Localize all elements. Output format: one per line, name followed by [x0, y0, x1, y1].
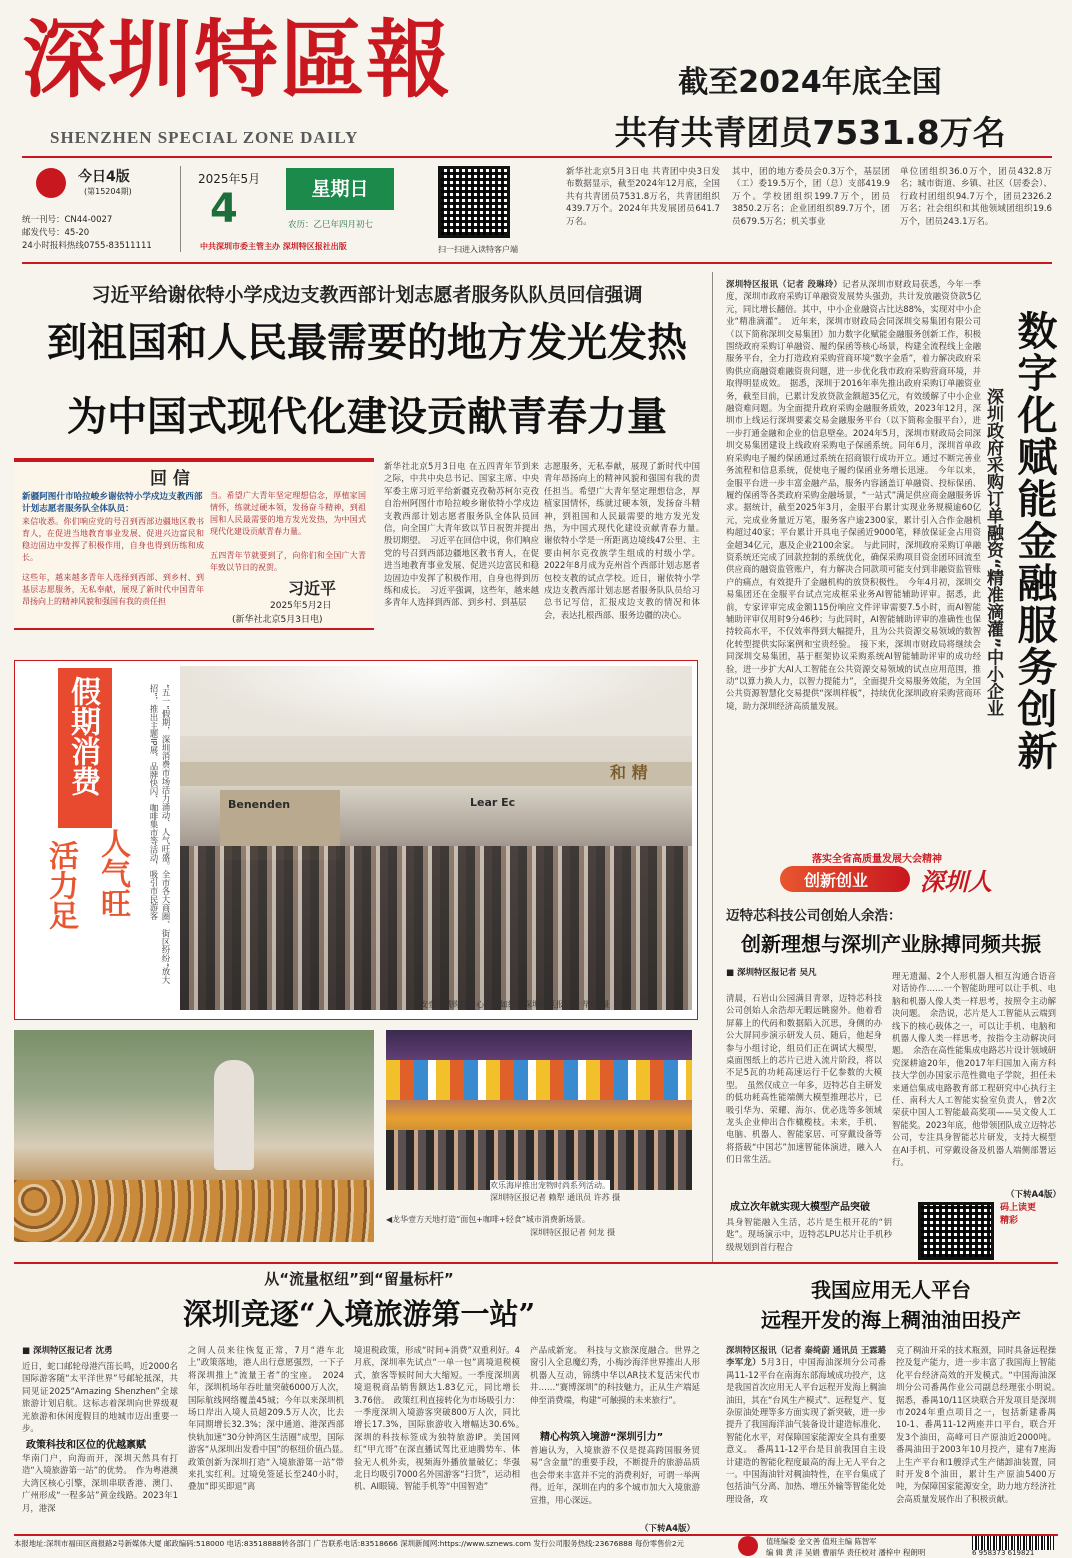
top-story-col1: 新华社北京5月3日电 共青团中央3日发布数据显示，截至2024年12月底，全国共有共青团员7531.8万名，共青团组织439.7万个。2024年共发展团员641.7万名。	[566, 167, 720, 227]
feature-title-a: 假期消费	[65, 676, 100, 796]
tourism-title: 深圳竞逐“入境旅游第一站”	[182, 1297, 536, 1331]
letter-body1: 来信收悉。你们响应党的号召到西部边疆地区教书育人，在促进当地教育事业发展、促进兴边富民和稳边固边中发挥了积极作用，自身也得到历练和成长。	[22, 517, 204, 562]
innovation-title: 创新理想与深圳产业脉搏同频共振	[741, 932, 1041, 956]
qr-label-top: 扫一扫进入读特客户端	[438, 245, 518, 254]
letter-source: (新华社北京5月3日电)	[232, 615, 323, 625]
tourism-byline-text: 深圳特区报记者 沈勇	[33, 1346, 113, 1356]
tourism-more: （下转A4版）	[640, 1524, 695, 1534]
footer-distribution: 发行公司服务热线:23676888	[533, 1539, 633, 1548]
pages-count: 今日4版	[78, 169, 130, 185]
innovation-col2: 理无遗漏、2个人形机器人相互沟通合语音对话协作……一个智能助理可以让手机、电脑和机器人像人类一样思考，按照令主动解决问题。 余浩说，芯片是人工智能从云端到线下的核心载体之一，可以让手机、电脑和机器人像人类一样思考，按指令主动解决问题。 余浩在高性能集成电路芯片设计领域研究深耕逾20年，他2017年归国加入南方科技大学创办国家示范性微电子学院，担任未来通信集成电路教育部工程研究中心执行主任、南科大人工智能实验室负责人，曾2次荣获中国人工智能最高奖项——吴文俊人工智能奖。2023年底，他带领团队成立迈特芯公司，专注具身智能芯片研发，支持大模型在AI手机、可穿戴设备及机器人端侧部署运行。	[892, 971, 1056, 1168]
footer-logo	[738, 1536, 758, 1556]
letter-recipient: 新疆阿图什市哈拉峻乡谢依特小学戍边支教西部计划志愿者服务队全体队员：	[22, 492, 203, 514]
innovation-byline-text: 深圳特区报记者 吴凡	[737, 968, 817, 978]
footer-rule	[14, 1534, 1058, 1536]
mall-crowd	[180, 846, 692, 1010]
lead-title-line2: 为中国式现代化建设贡献青春力量	[67, 393, 667, 440]
feature-title-c: 人气旺	[95, 828, 130, 918]
innovation-banner-top: 落实全省高质量发展大会精神	[812, 854, 942, 865]
barcode-number: 6 958373 619821	[972, 1549, 1035, 1557]
tourism-col1b: 华南门户，向海而开，深圳天然具有打造“入境旅游第一站”的优势。 作为粤港澳大湾区核心引擎，深圳串联香港、澳门、广州形成“一程多站”黄金线路。2023年1月，港深	[22, 1453, 178, 1513]
divider	[180, 166, 181, 252]
bottom-section-rule	[14, 1262, 1058, 1264]
innovation-kicker: 迈特芯科技公司创始人余浩：	[726, 908, 902, 924]
footer-info	[14, 1538, 734, 1549]
footer-zip: 邮政编码:518000	[163, 1539, 225, 1548]
market-awnings	[386, 1060, 692, 1100]
bakery-photo	[14, 1030, 374, 1242]
date-day: 4	[210, 186, 238, 232]
masthead-english: SHENZHEN SPECIAL ZONE DAILY	[50, 128, 359, 147]
postal-code: 邮发代号：45-20	[22, 228, 90, 238]
letter-body2: 这些年，越来越多青年人选择到西部、到乡村、到基层志愿服务，无私奉献，展现了新时代中国青年昂扬向上的精神风貌和强国有我的责任担	[22, 573, 204, 606]
feature-side-text: “五一”假期，深圳消费市场活力涌动、人气旺盛。全市各大商圈、街区纷纷“放大招”，推出主题IP展、品牌快闪、咖啡集市等活动，吸引市民游客	[149, 684, 171, 984]
oilfield-col1	[726, 1344, 886, 1534]
lead-body-col2: 志愿服务，无私奉献，展现了新时代中国青年昂扬向上的精神风貌和强国有我的责任担当。希望广大青年坚定理想信念，厚植家国情怀，练就过硬本领，发扬奋斗精神，到祖国和人民最需要的地方发光发热，为中国式现代化建设贡献青春力量。 谢依特小学是一所距离边境线47公里、主要由柯尔克孜族学生组成的村级小学。2022年8月成为克州首个西部计划志愿者包校支教的试点学校。近日，谢依特小学戍边支教西部计划志愿者服务队队员给习总书记写信，汇报戍边支教的情况和体会，表达扎根西部、服务边疆的决心。	[544, 461, 709, 620]
bakery-bread	[14, 1180, 374, 1242]
oilfield-title-line2: 远程开发的海上稠油油田投产	[761, 1308, 1021, 1332]
masthead-bottom-rule	[22, 262, 1052, 264]
oilfield-body1: 5月3日，中国海油深圳分公司番禺11-12平台在南海东部海域成功投产，这是我国首次应用无人平台远程开发海上稠油油田，其在“台风生产模式”、远程复产、复杂原油处理等多方面实现了新突破，进一步提升了我国海洋油气装备设计建造标准化、智能化水平，对保障国家能源安全具有重要意义。 番禺11-12平台是目前我国自主设计建造的智能化程度最高的海上无人平台之一。中国海油针对稠油特性，在平台集成了包括油气分离、加热、增压外输等智能化处理设备，攻	[726, 1357, 887, 1504]
letter-body4: 五四青年节就要到了，向你们和全国广大青年致以节日的祝贺。	[210, 551, 366, 572]
masthead	[22, 10, 542, 130]
issue-number: (第15204期)	[84, 187, 132, 196]
footer-web[interactable]: 深圳新闻网:https://www.sznews.com	[400, 1539, 531, 1548]
footer-ads: 广告联系电话:83518666	[313, 1539, 398, 1548]
oilfield-col2: 克了稠油开采的技术瓶颈，同时具备远程操控及复产能力，进一步丰富了我国海上智能化平台经济高效的开发模式。“中国海油深圳分公司番禺作业公司副总经理张小明说。 据悉，番禺10/11区块联合开发项目是深圳市2024年重点项目之一，包括新建番禺10-1、番禺11-12两座井口平台，联合开发3个油田，高峰可日产原油近2000吨。番禺油田于2003年10月投产，建有7座海上生产平台和1艘浮式生产储卸油装置，同时开发8个油田，累计生产原油5400万吨，为保障国家能源安全，助力地方经济社会高质量发展作出了积极贡献。	[896, 1345, 1065, 1504]
footer-editors2: 编 辑 黄 洋 吴娟 曹丽华 责任校对 潘梓中 程朗明	[766, 1548, 926, 1557]
footer-address: 本报地址:深圳市福田区商报路2号新媒体大厦	[14, 1539, 162, 1548]
digital-subtitle: 深圳政府采购订单融资“精准滴灌”中小企业	[983, 388, 1003, 717]
digital-byline: 深圳特区报讯（记者 段琳玲）	[726, 279, 843, 289]
column-divider	[712, 272, 713, 1262]
feature-caption-2b: 深圳特区报记者 赖犁 通讯员 许苏 摄	[490, 1193, 621, 1202]
innovation-banner-main: 创新创业	[804, 871, 869, 890]
footer-editors: 值班编委 金文善 值班主编 陈智军	[766, 1537, 877, 1546]
paper-logo	[36, 168, 66, 198]
qr-code-innovation[interactable]	[918, 1202, 994, 1260]
tourism-col2: 之间人员来往恢复正常，7月“港车北上”政策落地，港人出行意愿强烈，一下子将深圳推上“流量王者”的宝座。 2024年，深圳机场年吞吐量突破6000万人次，国际航线网络覆盖45城；今年以来深圳机场口岸出入境人员超209.5万人次，比去年同期增长32.3%；深中通道、港深西部快轨加速“30分钟湾区生活圈”成型，国际游客“从深圳出发看中国”的枢纽价值凸显。 政策创新为深圳打造“入境旅游第一站”带来扎实红利。过境免签延长至240小时，叠加“即买即退”离	[188, 1345, 353, 1492]
letter-heading: 回 信	[150, 469, 190, 489]
innovation-more: （下转A4版）	[1006, 1190, 1061, 1200]
sponsor: 中共深圳市委主管主办 深圳特区报社出版	[200, 242, 347, 251]
tourism-byline: ■ 深圳特区报记者 沈勇	[22, 1346, 113, 1356]
oilfield-title-line1: 我国应用无人平台	[811, 1278, 971, 1302]
top-headline-line2: 共有共青团员7531.8万名	[614, 113, 1006, 152]
innovation-col3: 具身智能融入生活，芯片是生根开花的“钥匙”。现场演示中，迈特芯LPU芯片让手机秒级规划到首行程合	[726, 1217, 892, 1252]
tourism-col1: 近日，蛇口邮轮母港汽笛长鸣，近2000名国际游客随“太平洋世界”号邮轮抵深，共同见证2025“Amazing Shenzhen”全球旅游计划启航。这标志着深圳向世界级观光旅游和休闲度假目的地城市迈出重要一步。	[22, 1361, 178, 1434]
innovation-byline: ■ 深圳特区报记者 吴凡	[726, 968, 817, 978]
hotline: 24小时报料热线0755-83511111	[22, 241, 152, 251]
feature-caption-3: ◀龙华壹方天地打造“面包+咖啡+轻食”城市消费新场景。	[386, 1215, 590, 1224]
tourism-kicker: 从“流量枢纽”到“留量标杆”	[264, 1270, 454, 1288]
store-sign-3: 和 精	[610, 763, 648, 782]
barcode	[972, 1536, 1054, 1550]
footer-phone: 电话:83518888转各部门	[226, 1539, 312, 1548]
mall-photo	[180, 666, 692, 1010]
lead-kicker: 习近平给谢依特小学戍边支教西部计划志愿者服务队队员回信强调	[91, 284, 643, 306]
date-year-month: 2025年5月	[198, 172, 261, 186]
feature-caption-3b: 深圳特区报记者 何龙 摄	[530, 1228, 616, 1237]
letter-date: 2025年5月2日	[270, 601, 332, 611]
digital-body: 记者从深圳市财政局获悉，今年一季度，深圳市政府采购订单融资发展势头强劲，共计发放融资贷款5亿元，同比增长翻倍。其中，中小企业融资占比达88%，实现对中小企业“精准滴灌”。 近年来，深圳市财政局会同深圳交易集团有限公司（以下简称深圳交易集团）加力数字化赋能金融服务创新工作，积极围绕政府采购订单融资、履约保函等核心场景，构建全流程线上金融服务平台，全力打造政府采购营商环境“数字金盾”，着力解决政府采购供应商融资难融资贵问题，进一步优化我市政府采购营商环境，并取得明显成效。 据悉，深圳于2016年率先推出政府采购订单融资业务，截至目前，已累计发放贷款金额超35亿元，有效缓解了中小企业融资难问题。为全面提升政府采购金融服务质效，2023年12月，深圳市上线运行深圳要素交易金融服务平台（以下简称金服平台），进一步打通金融和企业的信息壁垒。2024年5月，深圳市财政局会同深圳交易集团建设上线政府采购电子保函系统。同年6月，深圳首单政府采购电子履约保函通过系统在招商银行成功开立。通过不断完善业务流程和信息系统，促使电子履约保函业务增长迅速。 今年以来，金服平台进一步丰富金融产品，服务内容涵盖订单融资、投标保函、履约保函等各类政府采购金融场景，“一站式”满足供应商金融服务诉求。据统计，截至2025年3月，金服平台累计实现业务规模逾60亿元，完成业务量近万笔，服务客户逾2300家，累计引入合作金融机构超过40家；平台累计开具电子保函近9000笔，释放保证金占用资金超34亿元，惠及企业2100余家。 与此同时，深圳政府采购订单融资系统还完成了回款控制的系统优化，确保采购项目资金团环回流至供应商的融资监管账户，有力解决合同款项可能支付到非融资监管账户的痛点，有效提升了金融机构的放贷积极性。 今年4月初，深圳交易集团还在金服平台试点完成框采业务AI智能辅助评审。据悉，此前，专家评审完成金额115份响应文件评审需要7.5小时，而AI智能辅助评审仅用时9分46秒；与此同时，AI智能辅助评审的准确性也保持较高水平，不仅效率得到大幅提升，且为公共资源交易领域的数智化转型提供实际案例和宝贵经验。 接下来，深圳市财政局将继续会同深圳交易集团，基于框架协议采购系统AI智能辅助评审的成功经验，进一步扩大AI人工智能在公共资源交易领域的试点应用范围，推动“以算力换人力，以智力提能力”，全面提升交易服务效能，为全国公共资源智慧化交易提供“深圳样板”，持续优化深圳政府采购营商环境，助力深圳经济高质量发展。	[726, 279, 981, 711]
bakery-person	[214, 1060, 254, 1170]
tourism-col4b: 普遍认为，入境旅游不仅是提高跨国服务贸易“含金量”的重要手段，不断提升的旅游品质也会带来丰富并不完的消费利好，可谓一举两得。近年，深圳在内的多个城市加大入境旅游宣推，用心深远。	[530, 1445, 700, 1505]
tourism-col3: 境退税政策，形成“时间+消费”双重利好。4月底，深圳率先试点“一单一包”离境退税模式，旅客等候时间大大缩短。一季度深圳离境退税商品销售额达1.83亿元，同比增长3.76倍。 政策红利直接转化为市场吸引力：一季度深圳入境游客突破800万人次，同比增长17.3%，国际旅游收入增幅达30.6%。 深圳的科技标签成为独特旅游IP。美国网红“甲亢哥”在深直播试驾比亚迪腾势车、体验无人机外卖，视频海外播放量破亿；华强北日均吸引7000名外国游客“扫货”，运动相机、AI眼镜、智能手机等“中国智造”	[354, 1345, 529, 1492]
qr-code-top[interactable]	[438, 166, 510, 238]
mall-ceiling	[180, 666, 692, 736]
lead-title-line1: 到祖国和人民最需要的地方发光发热	[47, 319, 687, 366]
store-sign-2: Lear Ec	[470, 796, 516, 809]
footer-price: 每份零售价2元	[634, 1539, 684, 1548]
digital-title: 数字化赋能金融服务创新	[1011, 310, 1058, 772]
innovation-subhead: 成立次年就实现大模型产品突破	[730, 1202, 870, 1213]
qr-label-innovation: 码上读更精彩	[1000, 1203, 1037, 1226]
lunar-date: 农历：乙巳年四月初七	[288, 220, 374, 230]
letter-signature: 习近平	[288, 579, 337, 598]
feature-caption-1: 宝安壹方城购物中心人流如织。深圳特区报记者 毕晗 摄	[412, 1000, 610, 1009]
feature-title-b: 活力足	[43, 840, 78, 930]
top-story-col2: 其中，团的地方委员会0.3万个，基层团（工）委19.5万个，团（总）支部419.9万个。学校团组织199.7万个，团员3850.2万名；企业团组织89.7万个，团员679.5万名；机关事业	[732, 167, 890, 227]
top-story-col3: 单位团组织36.0万个，团员432.8万名；城市街道、乡镇、社区（居委会）、行政村团组织94.7万个，团员2326.2万名；社会组织和其他领域团组织19.6万个，团员243.1万名。	[900, 167, 1052, 227]
store-sign-1: Benenden	[228, 798, 291, 811]
market-photo	[386, 1030, 692, 1190]
innovation-col1: 清晨，石岩山公园满目青翠，迈特芯科技公司创始人余浩却无暇远眺窗外。他着看屏幕上的代码和数据陷入沉思，身侧的办公大屏同步演示研发人员、随后，他起身参与小组讨论，组员们正在调试大模型，桌面图纸上的芯片已进入流片阶段，将以不足5瓦的功耗高速运行千亿参数的大模型。 虽然仅成立一年多，迈特芯自主研发的低功耗高性能端侧大模型推理芯片，已吸引华为、荣耀、海尔、优必选等多领域龙头企业伸出合作橄榄枝。未来，手机、电脑、机器人、智能家居、可穿戴设备等将搭载“中国芯”加速智能体演进，融入人们日常生活。	[726, 993, 882, 1165]
feature-caption-2: 欢乐海岸推出宠物时尚系列活动。	[490, 1181, 610, 1190]
weekday-badge: 星期日	[286, 168, 394, 210]
tourism-subhead1: 政策科技和区位的优越禀赋	[26, 1440, 146, 1451]
masthead-title: 深圳特區報	[22, 10, 453, 109]
tourism-col4: 产品成新宠。 科技与文旅深度融合。世界之窗引入全息魔幻秀，小梅沙海洋世界推出人形机器人互动，锦绣中华以AR技术复活宋代市井……“赛博深圳”的科技魅力，正从生产端延伸至消费端，构建“可触摸的未来旅行”。	[530, 1345, 700, 1405]
lead-body-col1: 新华社北京5月3日电 在五四青年节到来之际，中共中央总书记、国家主席、中央军委主席习近平给新疆克孜勒苏柯尔克孜自治州阿图什市哈拉峻乡谢依特小学戍边支教西部计划志愿者服务队全体队员回信，向全国广大青年致以节日祝贺并提出殷切期望。 习近平在回信中说，你们响应党的号召到西部边疆地区教书育人，在促进当地教育事业发展、促进兴边富民和稳边固边中发挥了积极作用，自身也得到历练和成长。 习近平强调，这些年，越来越多青年人选择到西部、到乡村、到基层	[384, 461, 539, 608]
innovation-banner-script: 深圳人	[920, 867, 992, 896]
letter-body3: 当。希望广大青年坚定理想信念，厚植家国情怀，练就过硬本领，发扬奋斗精神，到祖国和人民最需要的地方发光发热，为中国式现代化建设贡献青春力量。	[210, 491, 366, 536]
top-rule	[22, 156, 1052, 158]
digital-byline-body	[726, 278, 981, 818]
cn-code: 统一刊号：CN44-0027	[22, 215, 113, 225]
tourism-subhead2: 精心构筑入境游“深圳引力”	[540, 1432, 664, 1443]
top-headline-line1: 截至2024年底全国	[678, 65, 942, 100]
oilfield-byline: 深圳特区报讯（记者 秦绮蔚 通讯员 王霖璐 李军龙）	[726, 1345, 886, 1368]
